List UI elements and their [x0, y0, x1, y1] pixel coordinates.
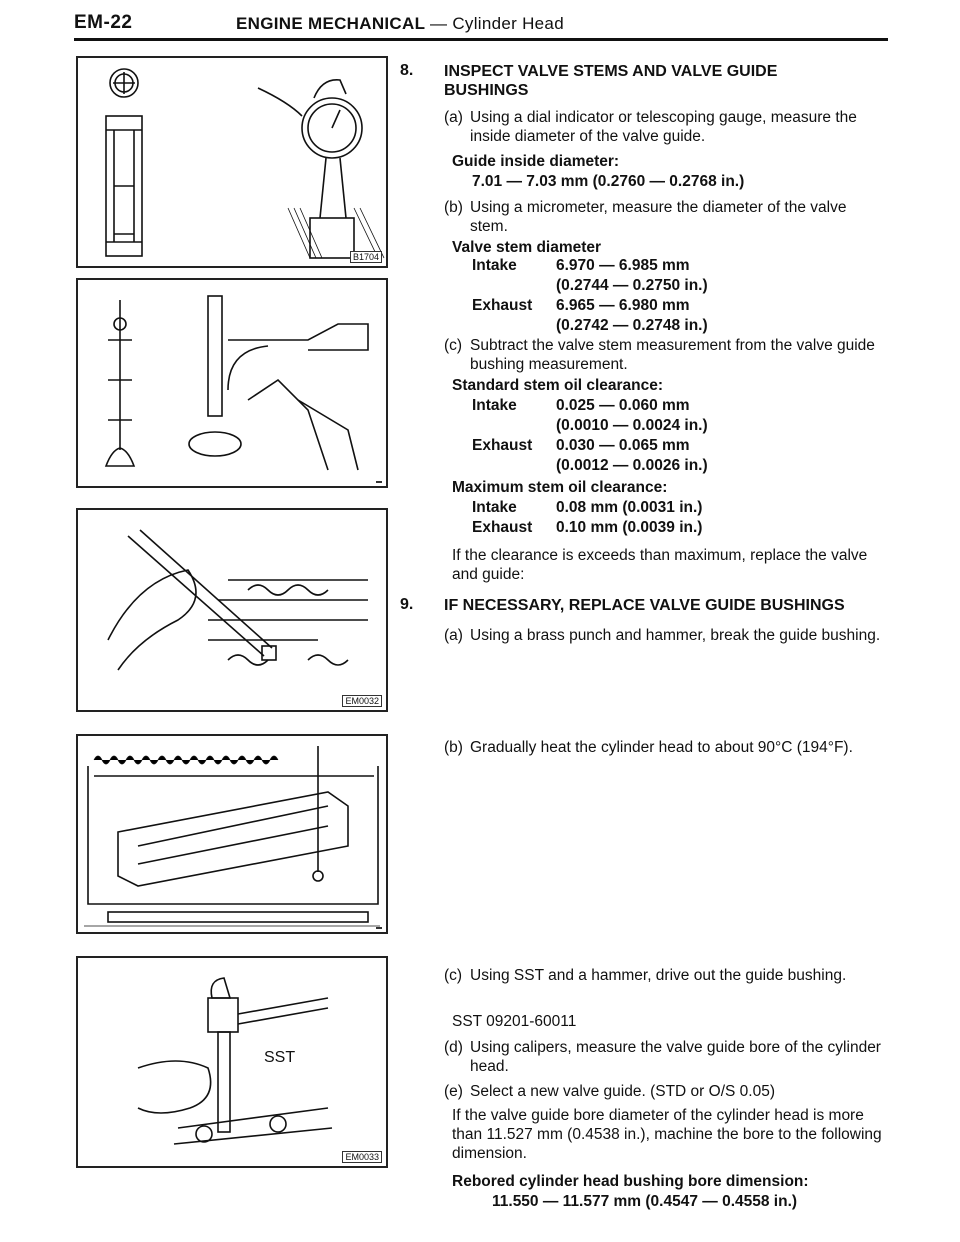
step-8b-text: Using a micrometer, measure the diameter of the valve stem.: [470, 199, 847, 235]
max-clearance-title: Maximum stem oil clearance:: [452, 479, 668, 496]
std-clearance-title: Standard stem oil clearance:: [452, 377, 664, 394]
sst-label: SST: [264, 1049, 296, 1066]
step-9b-text: Gradually heat the cylinder head to about 90°C (194°F).: [470, 739, 853, 756]
max-exhaust-key: Exhaust: [472, 519, 533, 536]
figure-micrometer: [76, 278, 388, 488]
sst-number: SST 09201-60011: [452, 1013, 577, 1030]
std-exhaust-in: (0.0012 — 0.0026 in.): [556, 457, 708, 474]
dial-indicator-illustration: [78, 58, 386, 266]
step-8a-label: (a): [444, 109, 463, 126]
step-9a-label: (a): [444, 627, 463, 644]
std-intake-mm: 0.025 — 0.060 mm: [556, 397, 690, 414]
heating-illustration: [78, 736, 386, 932]
step-9c-label: (c): [444, 967, 463, 984]
step-8-heading: INSPECT VALVE STEMS AND VALVE GUIDE BUSHINGS: [444, 63, 778, 99]
figure-brass-punch: [76, 508, 388, 712]
std-exhaust-mm: 0.030 — 0.065 mm: [556, 437, 690, 454]
sst-illustration: [78, 958, 386, 1166]
step-8b-label: (b): [444, 199, 463, 216]
step-8c-label: (c): [444, 337, 463, 354]
figure-sst-drive-out: [76, 956, 388, 1168]
std-intake-in: (0.0010 — 0.0024 in.): [556, 417, 708, 434]
guide-diameter-value: 7.01 — 7.03 mm (0.2760 — 0.2768 in.): [472, 173, 745, 190]
stem-intake-in: (0.2744 — 0.2750 in.): [556, 277, 708, 294]
guide-diameter-title: Guide inside diameter:: [452, 153, 620, 170]
section-title: ENGINE MECHANICAL: [236, 14, 425, 33]
brass-punch-illustration: [78, 510, 386, 710]
step-9-heading: IF NECESSARY, REPLACE VALVE GUIDE BUSHINGS: [444, 597, 845, 614]
step-9e-label: (e): [444, 1083, 463, 1100]
figure-heating-cylinder-head: [76, 734, 388, 934]
step-9-number: 9.: [400, 596, 414, 613]
step-9c-text: Using SST and a hammer, drive out the guide bushing.: [470, 967, 847, 984]
step-8c-text: Subtract the valve stem measurement from the valve guide bushing measurement.: [470, 337, 875, 373]
max-intake-key: Intake: [472, 499, 517, 516]
header-rule: [74, 38, 888, 41]
step-9a-text: Using a brass punch and hammer, break the guide bushing.: [470, 627, 881, 644]
step-9d-label: (d): [444, 1039, 463, 1056]
page-title: [236, 14, 564, 34]
step-8-note: If the clearance is exceeds than maximum, replace the valve and guide:: [452, 547, 868, 583]
stem-exhaust-key: Exhaust: [472, 297, 533, 314]
max-exhaust-value: 0.10 mm (0.0039 in.): [556, 519, 703, 536]
std-exhaust-key: Exhaust: [472, 437, 533, 454]
rebore-title: Rebored cylinder head bushing bore dimension:: [452, 1173, 809, 1190]
section-subtitle: — Cylinder Head: [430, 14, 564, 33]
step-9d-text: Using calipers, measure the valve guide bore of the cylinder head.: [470, 1039, 881, 1075]
step-9-note: If the valve guide bore diameter of the cylinder head is more than 11.527 mm (0.4538 in.), machine the bore to the following dimension.: [452, 1107, 882, 1162]
stem-exhaust-in: (0.2742 — 0.2748 in.): [556, 317, 708, 334]
max-intake-value: 0.08 mm (0.0031 in.): [556, 499, 703, 516]
rebore-value: 11.550 — 11.577 mm (0.4547 — 0.4558 in.): [492, 1193, 798, 1210]
figure-code: B1704: [350, 251, 382, 263]
figure-dial-indicator: [76, 56, 388, 268]
stem-intake-key: Intake: [472, 257, 517, 274]
step-9b-label: (b): [444, 739, 463, 756]
micrometer-illustration: [78, 280, 386, 486]
step-8-number: 8.: [400, 62, 414, 79]
stem-intake-mm: 6.970 — 6.985 mm: [556, 257, 690, 274]
stem-exhaust-mm: 6.965 — 6.980 mm: [556, 297, 690, 314]
figure-code: [376, 927, 382, 929]
step-9e-text: Select a new valve guide. (STD or O/S 0.05): [470, 1083, 775, 1100]
step-8a-text: Using a dial indicator or telescoping gauge, measure the inside diameter of the valve guide.: [470, 109, 857, 145]
stem-diameter-title: Valve stem diameter: [452, 239, 602, 256]
std-intake-key: Intake: [472, 397, 517, 414]
figure-code: EM0032: [342, 695, 382, 707]
page-code: EM-22: [74, 12, 133, 33]
figure-code: EM0033: [342, 1151, 382, 1163]
figure-code: [376, 481, 382, 483]
